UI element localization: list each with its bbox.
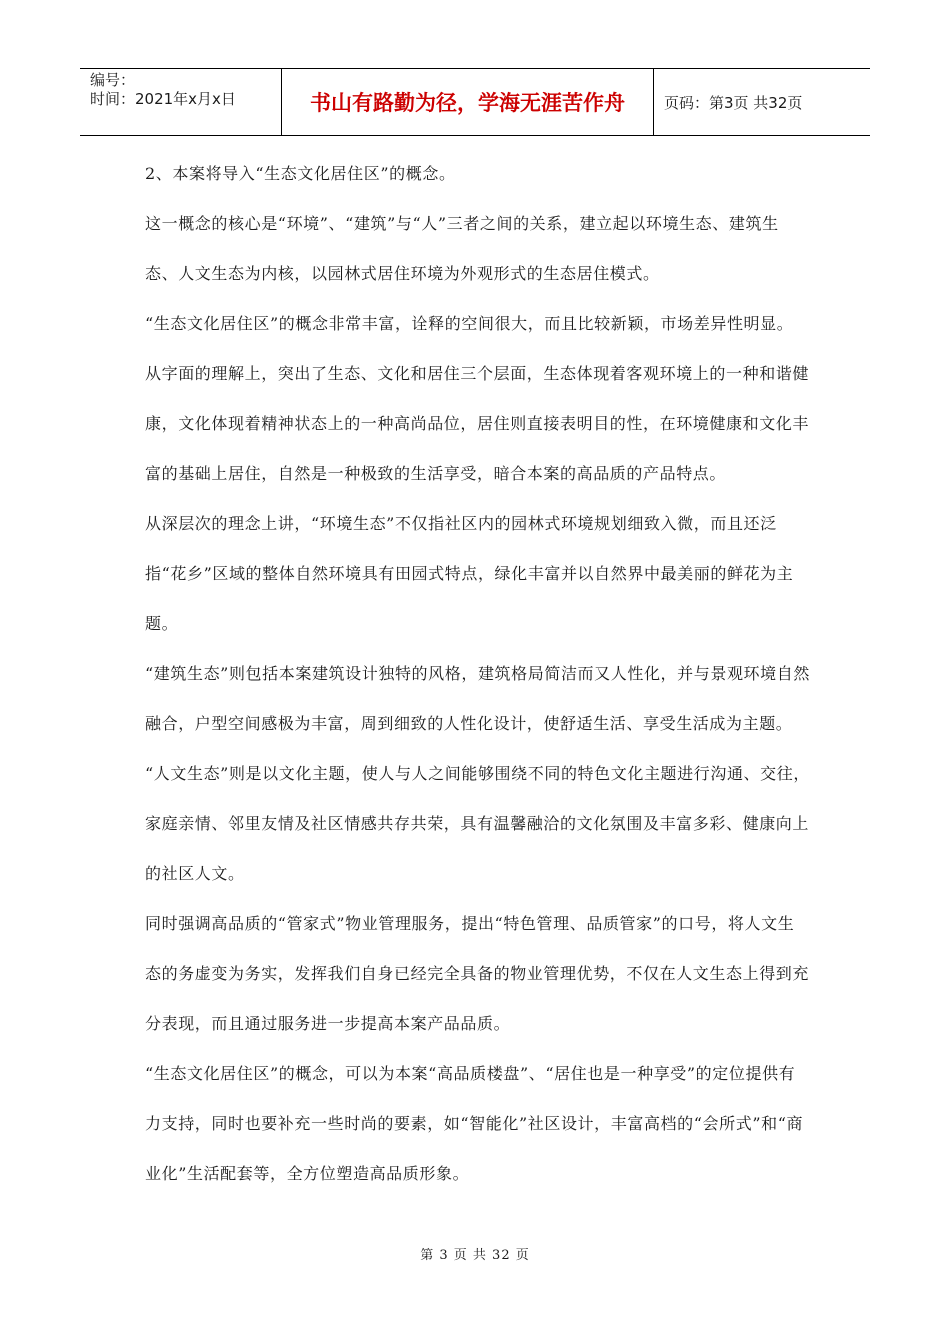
header-motto: 书山有路勤为径，学海无涯苦作舟 [282, 69, 654, 135]
paragraph: 这一概念的核心是“环境”、“建筑”与“人”三者之间的关系，建立起以环境生态、建筑生态、人文生态为内核，以园林式居住环境为外观形式的生态居住模式。 [145, 214, 779, 283]
page-header [80, 68, 870, 136]
document-date: 时间：2021年x月x日 [90, 90, 236, 108]
document-body [145, 149, 810, 1199]
page-footer: 第 3 页 共 32 页 [420, 1248, 530, 1263]
paragraph: 同时强调高品质的“管家式”物业管理服务，提出“特色管理、品质管家”的口号，将人文生态的务虚变为务实，发挥我们自身已经完全具备的物业管理优势，不仅在人文生态上得到充分表现，而且通过服务进一步提高本案产品品质。 [145, 914, 810, 1033]
paragraph: 2、本案将导入“生态文化居住区”的概念。 [145, 164, 456, 183]
paragraph: “生态文化居住区”的概念，可以为本案“高品质楼盘”、“居住也是一种享受”的定位提供有力支持，同时也要补充一些时尚的要素，如“智能化”社区设计，丰富高档的“会所式”和“商业化”生活配套等，全方位塑造高品质形象。 [145, 1064, 804, 1183]
header-meta [80, 69, 282, 135]
paragraph: “建筑生态”则包括本案建筑设计独特的风格，建筑格局简洁而又人性化，并与景观环境自然融合，户型空间感极为丰富，周到细致的人性化设计，使舒适生活、享受生活成为主题。 [145, 664, 810, 733]
paragraph: 从深层次的理念上讲，“环境生态”不仅指社区内的园林式环境规划细致入微，而且还泛指“花乡”区域的整体自然环境具有田园式特点，绿化丰富并以自然界中最美丽的鲜花为主题。 [145, 514, 794, 633]
paragraph: 从字面的理解上，突出了生态、文化和居住三个层面，生态体现着客观环境上的一种和谐健康，文化体现着精神状态上的一种高尚品位，居住则直接表明目的性，在环境健康和文化丰富的基础上居住，自然是一种极致的生活享受，暗合本案的高品质的产品特点。 [145, 364, 810, 483]
header-page-info: 页码：第3页 共32页 [664, 93, 803, 112]
paragraph: “人文生态”则是以文化主题，使人与人之间能够围绕不同的特色文化主题进行沟通、交往，家庭亲情、邻里友情及社区情感共存共荣，具有温馨融洽的文化氛围及丰富多彩、健康向上的社区人文。 [145, 764, 810, 883]
paragraph: “生态文化居住区”的概念非常丰富，诠释的空间很大，而且比较新颖，市场差异性明显。 [145, 314, 794, 333]
document-number-label: 编号： [90, 71, 136, 89]
